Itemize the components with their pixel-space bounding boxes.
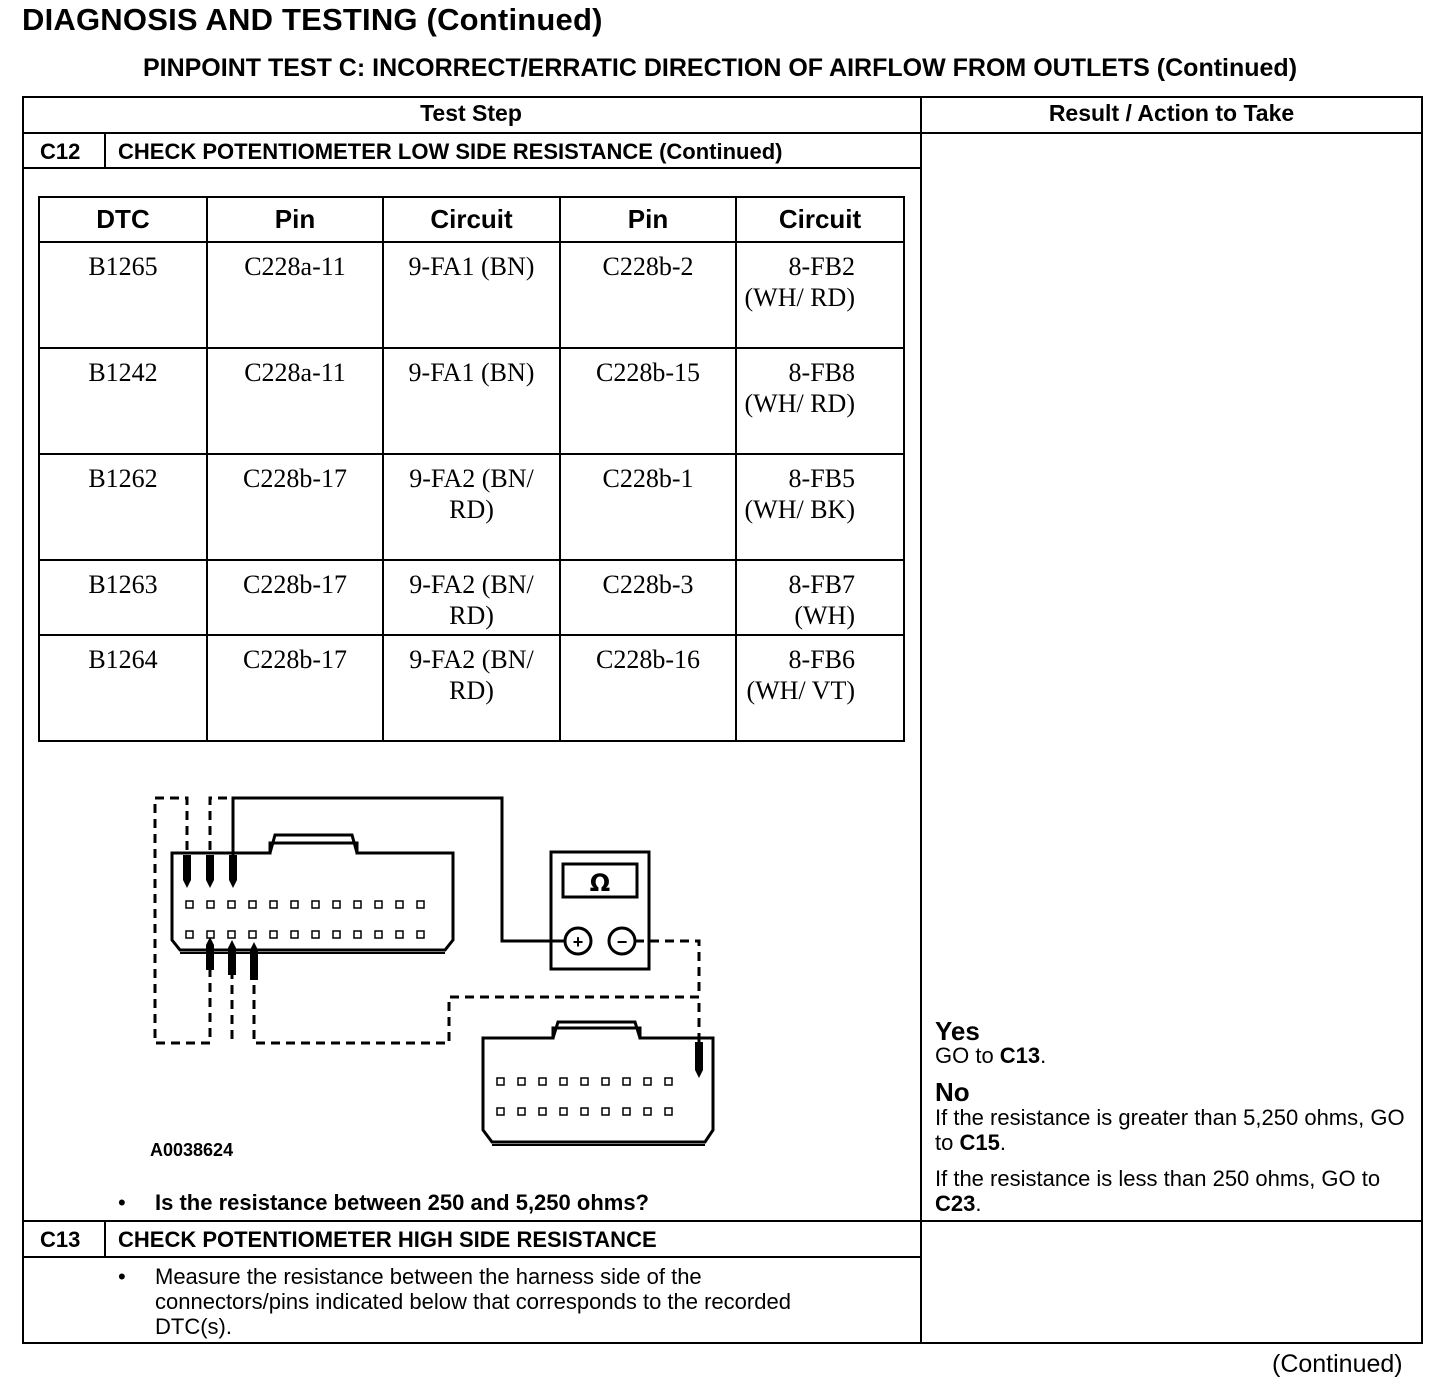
dtc-table xyxy=(38,196,905,742)
pin-cavity xyxy=(228,901,235,908)
pin-cavity xyxy=(581,1078,588,1085)
table-row xyxy=(39,635,904,741)
pin-cell: C228b-1 xyxy=(560,454,736,560)
probe-icon xyxy=(229,855,237,888)
pin-cavity xyxy=(207,931,214,938)
plus-sign: + xyxy=(572,932,584,952)
column-header-pin: Pin xyxy=(560,197,736,242)
probe-icon xyxy=(250,942,258,980)
pin-cavity xyxy=(249,901,256,908)
frame-right xyxy=(1421,96,1423,1344)
pin-cavity xyxy=(270,931,277,938)
column-header-pin: Pin xyxy=(207,197,383,242)
connector-c228a-outline xyxy=(172,843,453,950)
step-title-c12: CHECK POTENTIOMETER LOW SIDE RESISTANCE (Continued) xyxy=(118,139,783,164)
pin-cavity xyxy=(417,931,424,938)
yes-action: GO to C13. xyxy=(935,1043,1047,1068)
table-row xyxy=(39,454,904,560)
jumper-wire-1 xyxy=(155,798,210,1043)
step-id-divider xyxy=(104,132,106,168)
yes-label: Yes xyxy=(935,1016,980,1046)
pin-cavity xyxy=(312,931,319,938)
step-id-c12: C12 xyxy=(40,139,81,164)
pin-cavity xyxy=(665,1108,672,1115)
circuit-cell: 8-FB2 (WH/ RD) xyxy=(736,242,904,348)
step-title-rule xyxy=(22,167,922,169)
pin-cell: C228b-17 xyxy=(207,454,383,560)
table-row xyxy=(39,560,904,635)
test-step-header: Test Step xyxy=(420,100,522,126)
probe-icon xyxy=(206,855,214,888)
pin-cavity xyxy=(291,901,298,908)
ohmmeter-body xyxy=(551,852,649,969)
step-id-divider xyxy=(104,1220,106,1257)
pin-cavity xyxy=(417,901,424,908)
pin-cavity xyxy=(354,901,361,908)
pin-cavity xyxy=(602,1078,609,1085)
pin-cavity xyxy=(186,931,193,938)
circuit-cell: 9-FA1 (BN) xyxy=(383,242,560,348)
goto-c23-link[interactable]: C23 xyxy=(935,1191,976,1216)
continued-label: (Continued) xyxy=(1272,1350,1403,1378)
pin-cavity xyxy=(270,901,277,908)
header-rule xyxy=(22,132,1423,134)
column-header-dtc: DTC xyxy=(39,197,207,242)
minus-terminal-icon xyxy=(609,928,635,954)
pin-cell: C228b-3 xyxy=(560,560,736,635)
column-divider xyxy=(920,96,922,1344)
frame-bottom xyxy=(22,1342,1423,1344)
step-title-rule xyxy=(22,1256,922,1258)
circuit-cell: 8-FB7 (WH) xyxy=(736,560,904,635)
positive-test-lead xyxy=(233,798,565,941)
no-label: No xyxy=(935,1077,970,1107)
dtc-code: B1242 xyxy=(39,348,207,454)
table-row xyxy=(39,348,904,454)
connector-c228b-latch xyxy=(553,1022,640,1038)
circuit-cell: 8-FB8 (WH/ RD) xyxy=(736,348,904,454)
pin-cavity xyxy=(539,1108,546,1115)
result-header: Result / Action to Take xyxy=(1048,100,1295,126)
pin-cavity xyxy=(396,931,403,938)
dtc-code: B1264 xyxy=(39,635,207,741)
probe-icon xyxy=(183,855,191,888)
probe-icon xyxy=(206,937,214,970)
pin-cavity xyxy=(623,1078,630,1085)
frame-top xyxy=(22,96,1423,98)
ohmmeter-display xyxy=(563,864,637,897)
step-title-c13: CHECK POTENTIOMETER HIGH SIDE RESISTANCE xyxy=(118,1227,657,1252)
circuit-cell: 9-FA1 (BN) xyxy=(383,348,560,454)
circuit-cell: 8-FB5 (WH/ BK) xyxy=(736,454,904,560)
circuit-cell: 9-FA2 (BN/ RD) xyxy=(383,454,560,560)
frame-left xyxy=(22,96,24,1344)
connector-c228a-latch xyxy=(270,835,357,853)
dtc-code: B1262 xyxy=(39,454,207,560)
pin-cavity xyxy=(333,901,340,908)
pin-cell: C228b-17 xyxy=(207,635,383,741)
pin-cavity xyxy=(375,901,382,908)
pin-cavity xyxy=(375,931,382,938)
dtc-code: B1265 xyxy=(39,242,207,348)
pin-cavity xyxy=(333,931,340,938)
dtc-table-header-row xyxy=(39,197,904,242)
probe-icon xyxy=(695,1042,703,1078)
pin-cell: C228b-15 xyxy=(560,348,736,454)
connector-c228b-outline xyxy=(483,1028,713,1142)
pin-cavity xyxy=(497,1108,504,1115)
page-title: DIAGNOSIS AND TESTING (Continued) xyxy=(22,2,603,37)
circuit-cell: 9-FA2 (BN/ RD) xyxy=(383,635,560,741)
pin-cavity xyxy=(539,1078,546,1085)
pin-cavity xyxy=(581,1108,588,1115)
pin-cavity xyxy=(312,901,319,908)
jumper-wire-2 xyxy=(210,798,233,880)
c12-question: Is the resistance between 250 and 5,250 ohms? xyxy=(155,1190,649,1215)
minus-sign: − xyxy=(616,932,628,952)
pin-cavity xyxy=(354,931,361,938)
pin-cavity xyxy=(560,1108,567,1115)
pin-cavity xyxy=(644,1108,651,1115)
pin-cavity xyxy=(291,931,298,938)
figure-reference: A0038624 xyxy=(150,1140,234,1160)
pin-cell: C228b-17 xyxy=(207,560,383,635)
goto-c15-link[interactable]: C15 xyxy=(959,1130,1000,1155)
c13-instruction: Measure the resistance between the harness side of the connectors/pins indicated below that corresponds to the recorded DTC(s). xyxy=(155,1264,791,1339)
pin-cavity xyxy=(207,901,214,908)
goto-c13-link[interactable]: C13 xyxy=(999,1043,1041,1068)
no-action-high: If the resistance is greater than 5,250 ohms, GO to C15. xyxy=(935,1105,1405,1155)
pin-cavity xyxy=(623,1108,630,1115)
step-id-c13: C13 xyxy=(40,1227,81,1252)
bullet: • xyxy=(118,1190,126,1215)
pin-cavity xyxy=(644,1078,651,1085)
pin-cavity xyxy=(186,901,193,908)
pin-cavity xyxy=(396,901,403,908)
pin-cell: C228a-11 xyxy=(207,348,383,454)
bullet: • xyxy=(118,1264,126,1289)
table-row xyxy=(39,242,904,348)
pin-cavity xyxy=(228,931,235,938)
pin-cavity xyxy=(665,1078,672,1085)
no-action-low: If the resistance is less than 250 ohms, GO to C23. xyxy=(935,1166,1381,1216)
pin-cavity xyxy=(602,1108,609,1115)
page-subtitle: PINPOINT TEST C: INCORRECT/ERRATIC DIRECTION OF AIRFLOW FROM OUTLETS (Continued) xyxy=(142,54,1298,82)
pin-cell: C228b-2 xyxy=(560,242,736,348)
step-rule xyxy=(22,1220,1423,1222)
pin-cavity xyxy=(518,1078,525,1085)
circuit-cell: 8-FB6 (WH/ VT) xyxy=(736,635,904,741)
column-header-circuit: Circuit xyxy=(736,197,904,242)
pin-cavity xyxy=(249,931,256,938)
jumper-wire-4 xyxy=(254,970,699,1045)
pin-cavity xyxy=(560,1078,567,1085)
column-header-circuit: Circuit xyxy=(383,197,560,242)
pin-cavity xyxy=(497,1078,504,1085)
negative-test-lead xyxy=(635,941,699,997)
dtc-code: B1263 xyxy=(39,560,207,635)
ohm-symbol: Ω xyxy=(589,869,611,897)
circuit-cell: 9-FA2 (BN/ RD) xyxy=(383,560,560,635)
pin-cell: C228a-11 xyxy=(207,242,383,348)
probe-icon xyxy=(228,940,236,975)
pin-cell: C228b-16 xyxy=(560,635,736,741)
plus-terminal-icon xyxy=(565,928,591,954)
pin-cavity xyxy=(518,1108,525,1115)
